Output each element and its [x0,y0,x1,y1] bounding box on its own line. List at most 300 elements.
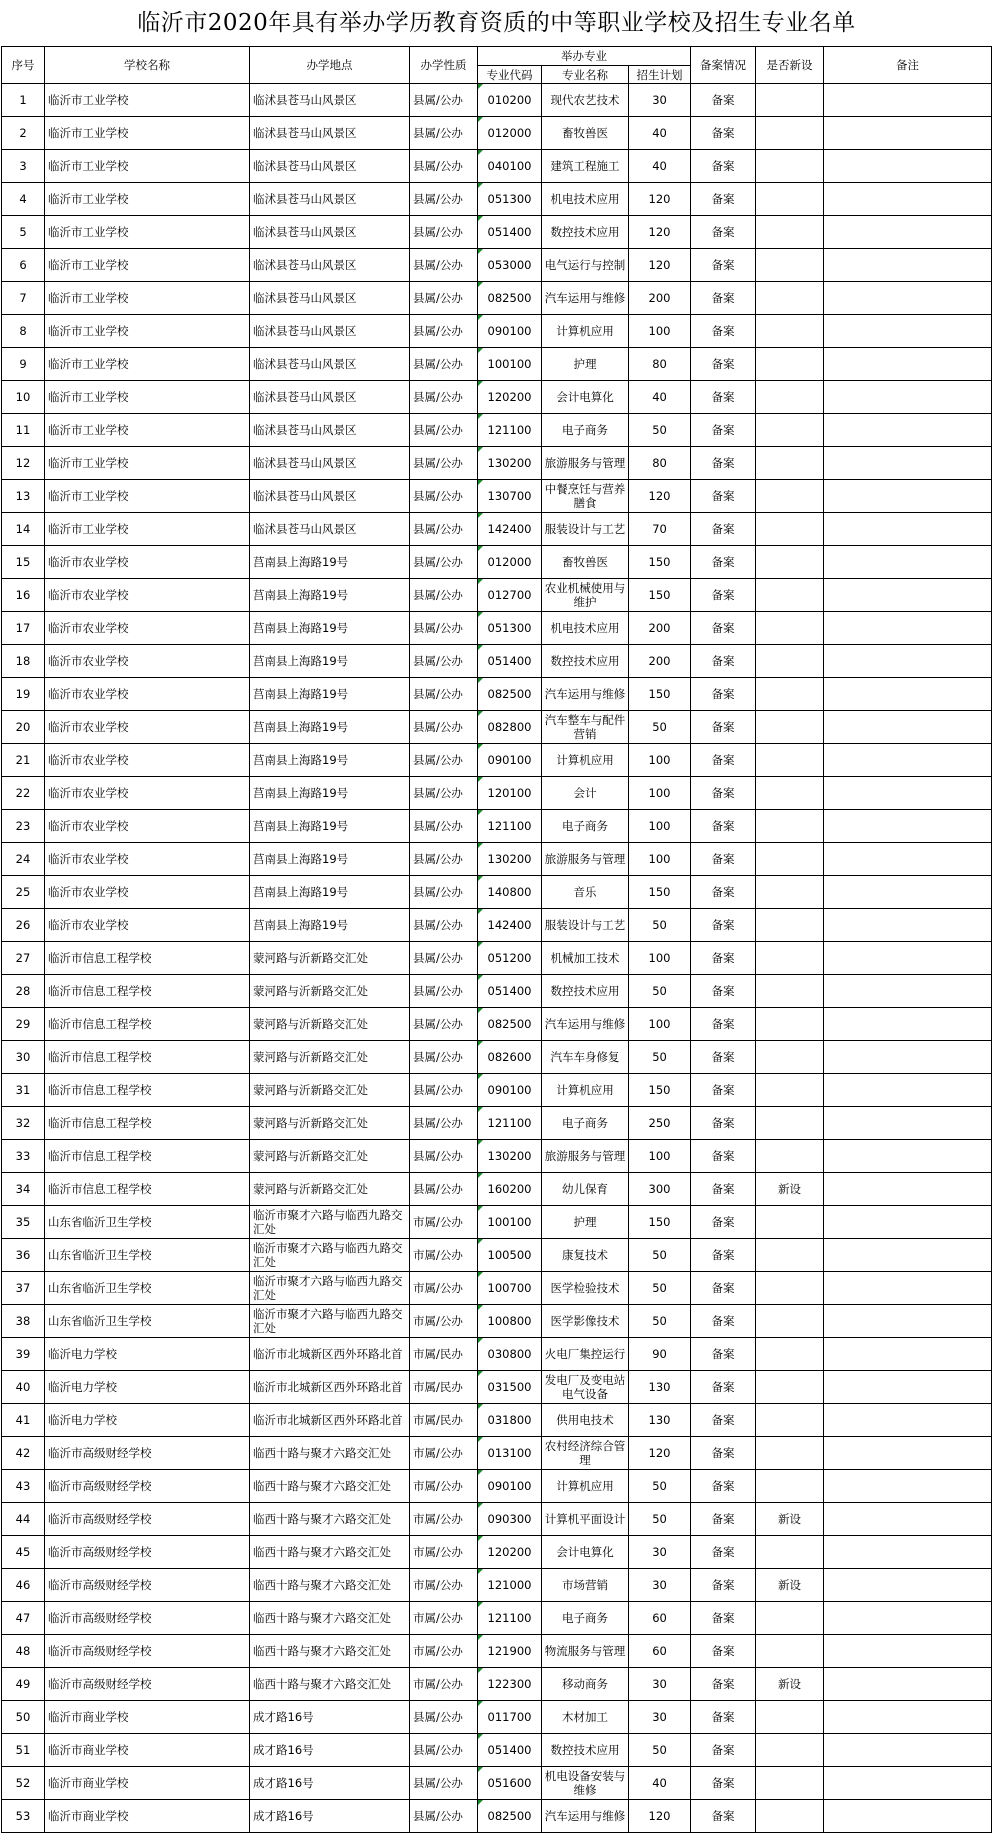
cell-plan: 50 [629,414,691,447]
cell-is-new [756,645,824,678]
cell-code: 122300 [478,1668,542,1701]
table-row [2,480,992,513]
cell-address: 蒙河路与沂新路交汇处 [250,1041,410,1074]
cell-code: 051400 [478,216,542,249]
cell-nature: 县属/公办 [410,711,478,744]
cell-plan: 150 [629,1074,691,1107]
cell-school: 临沂电力学校 [45,1371,250,1404]
cell-nature: 县属/公办 [410,843,478,876]
cell-major: 服装设计与工艺 [542,513,629,546]
cell-note [824,1140,992,1173]
cell-seq: 30 [2,1041,45,1074]
cell-plan: 120 [629,183,691,216]
cell-school: 临沂市信息工程学校 [45,1008,250,1041]
cell-nature: 县属/公办 [410,183,478,216]
cell-note [824,810,992,843]
cell-filing: 备案 [691,249,756,282]
cell-filing: 备案 [691,546,756,579]
table-row [2,612,992,645]
cell-seq: 36 [2,1239,45,1272]
cell-address: 临西十路与聚才六路交汇处 [250,1602,410,1635]
cell-note [824,414,992,447]
cell-seq: 31 [2,1074,45,1107]
table-row [2,579,992,612]
cell-major: 服装设计与工艺 [542,909,629,942]
cell-major: 计算机应用 [542,315,629,348]
cell-school: 临沂市信息工程学校 [45,975,250,1008]
cell-filing: 备案 [691,1206,756,1239]
cell-nature: 市属/公办 [410,1668,478,1701]
table-row [2,150,992,183]
cell-plan: 200 [629,282,691,315]
cell-major: 计算机应用 [542,744,629,777]
cell-code: 013100 [478,1437,542,1470]
cell-filing: 备案 [691,1173,756,1206]
cell-code: 082600 [478,1041,542,1074]
cell-nature: 市属/公办 [410,1437,478,1470]
cell-note [824,1272,992,1305]
cell-filing: 备案 [691,1668,756,1701]
table-row [2,1272,992,1305]
cell-filing: 备案 [691,1305,756,1338]
cell-plan: 200 [629,645,691,678]
cell-school: 临沂市高级财经学校 [45,1470,250,1503]
cell-code: 090100 [478,1074,542,1107]
cell-is-new [756,810,824,843]
cell-code: 012000 [478,546,542,579]
cell-address: 临沭县苍马山风景区 [250,447,410,480]
cell-filing: 备案 [691,1503,756,1536]
cell-plan: 200 [629,612,691,645]
cell-is-new: 新设 [756,1173,824,1206]
cell-major: 会计 [542,777,629,810]
cell-plan: 30 [629,1569,691,1602]
cell-filing: 备案 [691,1767,756,1800]
cell-school: 临沂市工业学校 [45,315,250,348]
cell-is-new [756,249,824,282]
cell-is-new [756,1140,824,1173]
cell-plan: 130 [629,1371,691,1404]
cell-filing: 备案 [691,744,756,777]
cell-code: 051300 [478,612,542,645]
cell-filing: 备案 [691,909,756,942]
cell-major: 幼儿保育 [542,1173,629,1206]
cell-school: 临沂市工业学校 [45,414,250,447]
cell-is-new [756,843,824,876]
table-row [2,1602,992,1635]
table-row [2,1239,992,1272]
cell-filing: 备案 [691,942,756,975]
cell-is-new [756,744,824,777]
cell-note [824,216,992,249]
cell-address: 临沭县苍马山风景区 [250,216,410,249]
cell-school: 临沂市信息工程学校 [45,1041,250,1074]
table-header [2,47,992,84]
cell-note [824,1635,992,1668]
cell-plan: 50 [629,711,691,744]
cell-nature: 县属/公办 [410,249,478,282]
cell-address: 蒙河路与沂新路交汇处 [250,975,410,1008]
cell-code: 130700 [478,480,542,513]
cell-address: 莒南县上海路19号 [250,810,410,843]
cell-is-new [756,711,824,744]
cell-note [824,1173,992,1206]
cell-nature: 县属/公办 [410,876,478,909]
cell-note [824,249,992,282]
cell-school: 山东省临沂卫生学校 [45,1206,250,1239]
cell-code: 031500 [478,1371,542,1404]
cell-is-new [756,84,824,117]
cell-code: 120200 [478,1536,542,1569]
cell-seq: 40 [2,1371,45,1404]
table-row [2,513,992,546]
cell-is-new [756,1767,824,1800]
cell-is-new [756,1437,824,1470]
cell-code: 121100 [478,414,542,447]
cell-note [824,975,992,1008]
table-row [2,975,992,1008]
cell-address: 临沂市北城新区西外环路北首 [250,1371,410,1404]
table-row [2,315,992,348]
cell-filing: 备案 [691,282,756,315]
cell-seq: 46 [2,1569,45,1602]
cell-address: 莒南县上海路19号 [250,909,410,942]
cell-code: 142400 [478,909,542,942]
cell-code: 090100 [478,1470,542,1503]
cell-address: 临沭县苍马山风景区 [250,348,410,381]
header-address: 办学地点 [250,47,410,84]
cell-code: 100100 [478,1206,542,1239]
cell-school: 临沂电力学校 [45,1404,250,1437]
cell-school: 临沂市高级财经学校 [45,1503,250,1536]
cell-filing: 备案 [691,645,756,678]
cell-note [824,1470,992,1503]
cell-code: 120200 [478,381,542,414]
cell-filing: 备案 [691,381,756,414]
cell-nature: 县属/公办 [410,150,478,183]
cell-note [824,678,992,711]
cell-is-new [756,1635,824,1668]
cell-school: 临沂市农业学校 [45,777,250,810]
cell-note [824,1503,992,1536]
cell-major: 电子商务 [542,810,629,843]
cell-plan: 100 [629,1140,691,1173]
cell-address: 临西十路与聚才六路交汇处 [250,1635,410,1668]
cell-filing: 备案 [691,447,756,480]
cell-is-new [756,1107,824,1140]
table-row [2,1701,992,1734]
cell-seq: 17 [2,612,45,645]
cell-note [824,1206,992,1239]
cell-seq: 44 [2,1503,45,1536]
cell-note [824,1239,992,1272]
cell-address: 蒙河路与沂新路交汇处 [250,1173,410,1206]
cell-school: 临沂市工业学校 [45,249,250,282]
table-row [2,1437,992,1470]
cell-nature: 县属/公办 [410,1107,478,1140]
cell-code: 120100 [478,777,542,810]
cell-major: 畜牧兽医 [542,546,629,579]
cell-major: 机电设备安装与维修 [542,1767,629,1800]
table-row [2,117,992,150]
cell-filing: 备案 [691,348,756,381]
cell-major: 会计电算化 [542,1536,629,1569]
cell-code: 051400 [478,645,542,678]
table-row [2,1536,992,1569]
cell-nature: 市属/民办 [410,1404,478,1437]
cell-nature: 县属/公办 [410,1140,478,1173]
cell-note [824,546,992,579]
cell-major: 护理 [542,348,629,381]
cell-code: 012000 [478,117,542,150]
cell-plan: 130 [629,1404,691,1437]
cell-filing: 备案 [691,1470,756,1503]
cell-filing: 备案 [691,810,756,843]
table-row [2,546,992,579]
cell-note [824,1701,992,1734]
cell-major: 市场营销 [542,1569,629,1602]
cell-is-new [756,513,824,546]
cell-is-new [756,1074,824,1107]
header-nature: 办学性质 [410,47,478,84]
cell-nature: 县属/公办 [410,810,478,843]
cell-seq: 11 [2,414,45,447]
cell-plan: 50 [629,1272,691,1305]
cell-code: 051400 [478,1734,542,1767]
cell-is-new [756,1800,824,1833]
cell-major: 会计电算化 [542,381,629,414]
cell-major: 农业机械使用与维护 [542,579,629,612]
cell-school: 临沂市高级财经学校 [45,1602,250,1635]
cell-address: 莒南县上海路19号 [250,711,410,744]
cell-code: 090100 [478,744,542,777]
cell-filing: 备案 [691,150,756,183]
cell-nature: 县属/公办 [410,348,478,381]
cell-filing: 备案 [691,843,756,876]
cell-address: 蒙河路与沂新路交汇处 [250,1008,410,1041]
cell-school: 临沂市农业学校 [45,546,250,579]
cell-school: 山东省临沂卫生学校 [45,1272,250,1305]
cell-code: 130200 [478,447,542,480]
cell-filing: 备案 [691,1404,756,1437]
cell-plan: 100 [629,744,691,777]
cell-is-new [756,1404,824,1437]
cell-plan: 40 [629,117,691,150]
table-row [2,744,992,777]
cell-nature: 县属/公办 [410,546,478,579]
table-row [2,843,992,876]
cell-major: 计算机平面设计 [542,1503,629,1536]
cell-seq: 41 [2,1404,45,1437]
cell-filing: 备案 [691,1701,756,1734]
cell-nature: 市属/公办 [410,1239,478,1272]
cell-note [824,1668,992,1701]
cell-seq: 22 [2,777,45,810]
cell-note [824,84,992,117]
cell-major: 旅游服务与管理 [542,447,629,480]
cell-filing: 备案 [691,1074,756,1107]
cell-seq: 42 [2,1437,45,1470]
cell-code: 082500 [478,1008,542,1041]
cell-code: 051300 [478,183,542,216]
cell-address: 临沭县苍马山风景区 [250,150,410,183]
table-row [2,1668,992,1701]
cell-seq: 15 [2,546,45,579]
cell-seq: 33 [2,1140,45,1173]
cell-major: 建筑工程施工 [542,150,629,183]
cell-note [824,1602,992,1635]
cell-major: 数控技术应用 [542,216,629,249]
cell-code: 100700 [478,1272,542,1305]
cell-seq: 51 [2,1734,45,1767]
table-row [2,1008,992,1041]
table-row [2,216,992,249]
cell-school: 临沂市工业学校 [45,513,250,546]
cell-plan: 50 [629,1503,691,1536]
cell-major: 现代农艺技术 [542,84,629,117]
cell-seq: 13 [2,480,45,513]
cell-is-new [756,381,824,414]
cell-seq: 53 [2,1800,45,1833]
cell-major: 火电厂集控运行 [542,1338,629,1371]
table-row [2,1041,992,1074]
cell-plan: 40 [629,381,691,414]
cell-seq: 49 [2,1668,45,1701]
cell-nature: 县属/公办 [410,612,478,645]
cell-address: 临沂市聚才六路与临西九路交汇处 [250,1206,410,1239]
cell-nature: 县属/公办 [410,117,478,150]
cell-major: 物流服务与管理 [542,1635,629,1668]
cell-nature: 县属/公办 [410,414,478,447]
cell-school: 临沂市信息工程学校 [45,1107,250,1140]
cell-seq: 19 [2,678,45,711]
cell-code: 010200 [478,84,542,117]
cell-address: 莒南县上海路19号 [250,612,410,645]
cell-is-new [756,1536,824,1569]
cell-note [824,612,992,645]
cell-school: 临沂市高级财经学校 [45,1536,250,1569]
cell-plan: 50 [629,975,691,1008]
cell-plan: 50 [629,1470,691,1503]
cell-seq: 10 [2,381,45,414]
cell-major: 畜牧兽医 [542,117,629,150]
cell-code: 142400 [478,513,542,546]
cell-note [824,117,992,150]
cell-note [824,447,992,480]
cell-nature: 市属/公办 [410,1206,478,1239]
cell-is-new [756,612,824,645]
cell-is-new [756,1470,824,1503]
cell-nature: 市属/民办 [410,1371,478,1404]
cell-code: 121100 [478,810,542,843]
cell-plan: 150 [629,1206,691,1239]
cell-filing: 备案 [691,1107,756,1140]
cell-note [824,909,992,942]
cell-school: 临沂市农业学校 [45,744,250,777]
cell-address: 莒南县上海路19号 [250,678,410,711]
cell-filing: 备案 [691,1800,756,1833]
cell-school: 临沂市农业学校 [45,810,250,843]
cell-is-new [756,1338,824,1371]
cell-code: 040100 [478,150,542,183]
cell-note [824,183,992,216]
cell-filing: 备案 [691,183,756,216]
cell-nature: 市属/公办 [410,1503,478,1536]
cell-code: 051200 [478,942,542,975]
cell-note [824,1767,992,1800]
table-row [2,909,992,942]
cell-is-new [756,1602,824,1635]
cell-seq: 35 [2,1206,45,1239]
cell-note [824,1305,992,1338]
cell-plan: 30 [629,1536,691,1569]
cell-note [824,480,992,513]
cell-plan: 50 [629,1305,691,1338]
cell-code: 011700 [478,1701,542,1734]
table-row [2,1206,992,1239]
cell-plan: 250 [629,1107,691,1140]
cell-major: 供用电技术 [542,1404,629,1437]
table-row [2,810,992,843]
cell-filing: 备案 [691,1569,756,1602]
cell-school: 临沂市工业学校 [45,216,250,249]
cell-address: 临沂市聚才六路与临西九路交汇处 [250,1305,410,1338]
cell-seq: 23 [2,810,45,843]
cell-seq: 4 [2,183,45,216]
cell-is-new [756,1272,824,1305]
cell-seq: 14 [2,513,45,546]
table-row [2,1338,992,1371]
table-row [2,777,992,810]
table-row [2,1371,992,1404]
cell-school: 山东省临沂卫生学校 [45,1239,250,1272]
cell-school: 临沂市高级财经学校 [45,1437,250,1470]
cell-address: 临沂市聚才六路与临西九路交汇处 [250,1239,410,1272]
cell-seq: 48 [2,1635,45,1668]
cell-school: 临沂市商业学校 [45,1800,250,1833]
cell-address: 临沂市北城新区西外环路北首 [250,1338,410,1371]
cell-major: 数控技术应用 [542,975,629,1008]
cell-plan: 120 [629,1437,691,1470]
cell-code: 082800 [478,711,542,744]
cell-address: 临沭县苍马山风景区 [250,381,410,414]
cell-major: 汽车运用与维修 [542,1800,629,1833]
cell-plan: 50 [629,1041,691,1074]
cell-school: 临沂市工业学校 [45,150,250,183]
cell-code: 090300 [478,1503,542,1536]
table-row [2,414,992,447]
cell-plan: 120 [629,1800,691,1833]
cell-nature: 县属/公办 [410,777,478,810]
cell-code: 160200 [478,1173,542,1206]
cell-plan: 120 [629,480,691,513]
cell-code: 130200 [478,1140,542,1173]
cell-address: 临沭县苍马山风景区 [250,117,410,150]
header-major-group: 举办专业 [478,47,691,66]
cell-plan: 100 [629,777,691,810]
cell-is-new [756,1371,824,1404]
cell-filing: 备案 [691,1239,756,1272]
cell-seq: 8 [2,315,45,348]
header-plan: 招生计划 [629,66,691,84]
table-row [2,645,992,678]
cell-address: 莒南县上海路19号 [250,579,410,612]
cell-major: 电子商务 [542,1602,629,1635]
cell-code: 051400 [478,975,542,1008]
cell-is-new [756,1734,824,1767]
cell-note [824,1536,992,1569]
table-row [2,282,992,315]
